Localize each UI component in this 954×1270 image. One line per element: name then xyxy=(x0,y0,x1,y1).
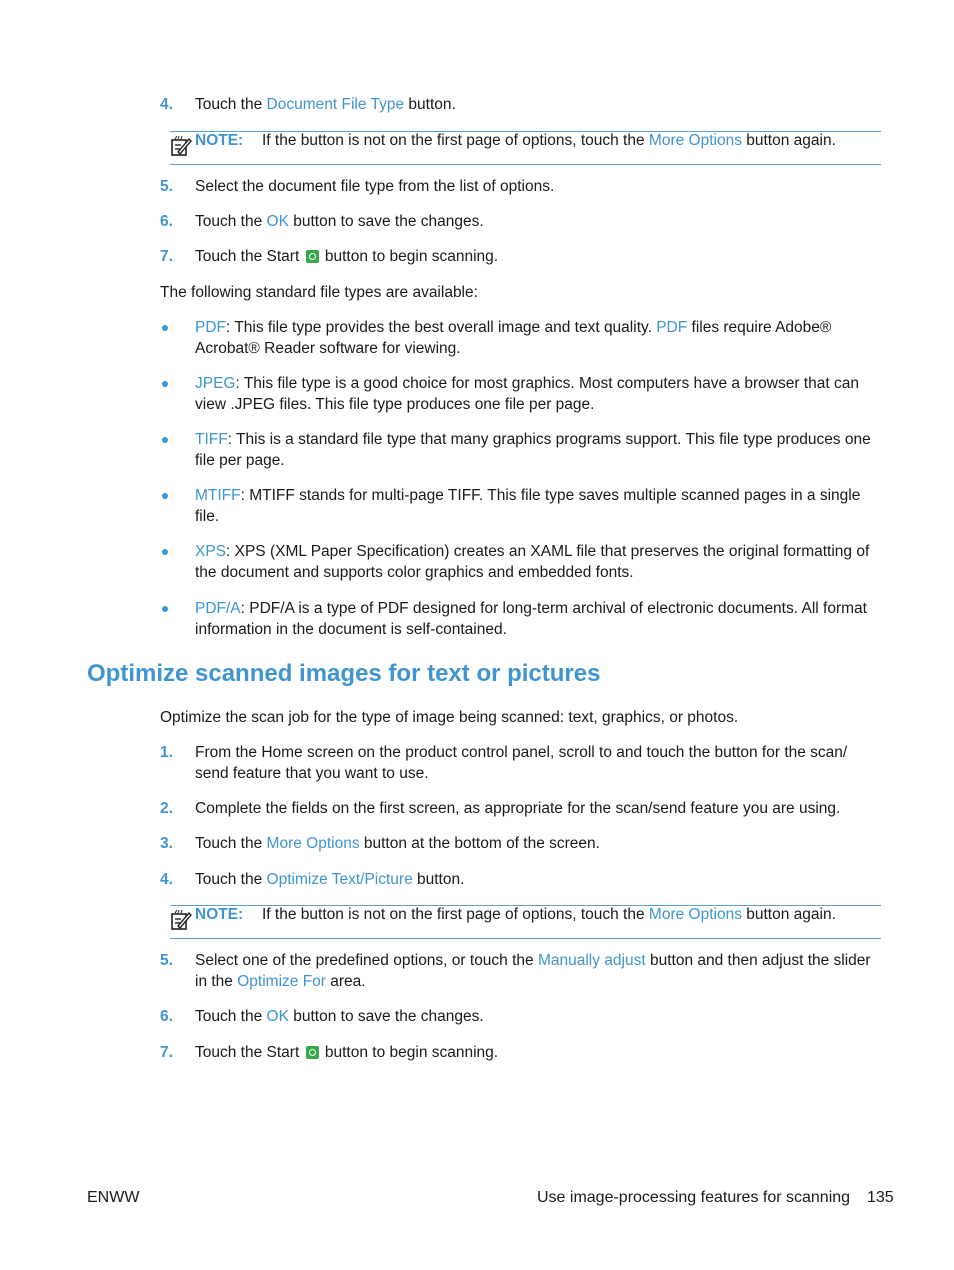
step-7: 7. Touch the Start button to begin scanning. xyxy=(160,248,499,265)
bullet-icon xyxy=(162,325,168,331)
step-3: 3. Touch the More Options button at the bottom of the screen. xyxy=(160,835,600,852)
optimize-for-link[interactable]: Optimize For xyxy=(237,973,326,990)
bullet-icon xyxy=(162,549,168,555)
footer-left: ENWW xyxy=(87,1189,140,1206)
step-5: 5. Select the document file type from the list of options. xyxy=(160,178,555,195)
manually-adjust-link[interactable]: Manually adjust xyxy=(537,952,646,969)
note-box: NOTE: If the button is not on the first page of options, touch the More Options button again. xyxy=(170,905,881,939)
file-type-mtiff: MTIFF: MTIFF stands for multi-page TIFF. This file type saves multiple scanned pages in a single file. xyxy=(160,485,882,527)
start-button-icon xyxy=(306,1046,319,1059)
file-types-intro: The following standard file types are available: xyxy=(160,284,478,301)
bullet-icon xyxy=(162,381,168,387)
more-options-link[interactable]: More Options xyxy=(648,906,742,923)
file-type-tiff: TIFF: This is a standard file type that many graphics programs support. This file type produces one file per page. xyxy=(160,429,882,471)
start-button-icon xyxy=(306,250,319,263)
footer-title: Use image-processing features for scanning xyxy=(537,1189,851,1206)
note-label: NOTE: xyxy=(195,132,244,149)
step-4-document-file-type: 4. Touch the Document File Type button. xyxy=(160,96,456,113)
step-5: 5. Select one of the predefined options, or touch the Manually adjust button and then adjust the slider in the Optimize For area. xyxy=(160,952,871,990)
file-type-pdfa: PDF/A: PDF/A is a type of PDF designed for long-term archival of electronic documents. All format information in the document is self-contained. xyxy=(160,598,882,640)
ok-link[interactable]: OK xyxy=(266,213,289,230)
bullet-icon xyxy=(162,437,168,443)
file-type-xps: XPS: XPS (XML Paper Specification) creates an XAML file that preserves the original formatting of the document and supports color graphics and embedded fonts. xyxy=(160,541,882,583)
note-box: NOTE: If the button is not on the first page of options, touch the More Options button again. xyxy=(170,131,881,165)
optimize-text-picture-link[interactable]: Optimize Text/Picture xyxy=(266,871,413,888)
file-type-pdf: PDF: This file type provides the best overall image and text quality. PDF files require Adobe® Acrobat® Reader software for viewing. xyxy=(160,317,882,359)
more-options-link[interactable]: More Options xyxy=(648,132,742,149)
section-heading: Optimize scanned images for text or pictures xyxy=(87,660,601,687)
section-intro: Optimize the scan job for the type of image being scanned: text, graphics, or photos. xyxy=(160,709,739,726)
more-options-link[interactable]: More Options xyxy=(266,835,360,852)
page-number: 135 xyxy=(867,1189,894,1206)
step-2: 2. Complete the fields on the first screen, as appropriate for the scan/send feature you are using. xyxy=(160,800,841,817)
ok-link[interactable]: OK xyxy=(266,1008,289,1025)
document-file-type-link[interactable]: Document File Type xyxy=(266,96,405,113)
step-number: 4. xyxy=(160,96,173,113)
step-1: 1. From the Home screen on the product control panel, scroll to and touch the button for the scan/ send feature that you want to use. xyxy=(160,744,848,782)
bullet-icon xyxy=(162,493,168,499)
bullet-icon xyxy=(162,606,168,612)
file-type-jpeg: JPEG: This file type is a good choice for most graphics. Most computers have a browser that can view .JPEG files. This file type produces one file per page. xyxy=(160,373,882,415)
step-6: 6. Touch the OK button to save the changes. xyxy=(160,1008,484,1025)
note-pencil-icon xyxy=(170,909,192,931)
step-6: 6. Touch the OK button to save the changes. xyxy=(160,213,484,230)
step-7: 7. Touch the Start button to begin scanning. xyxy=(160,1044,499,1061)
note-label: NOTE: xyxy=(195,906,244,923)
note-pencil-icon xyxy=(170,135,192,157)
step-4: 4. Touch the Optimize Text/Picture button. xyxy=(160,871,465,888)
